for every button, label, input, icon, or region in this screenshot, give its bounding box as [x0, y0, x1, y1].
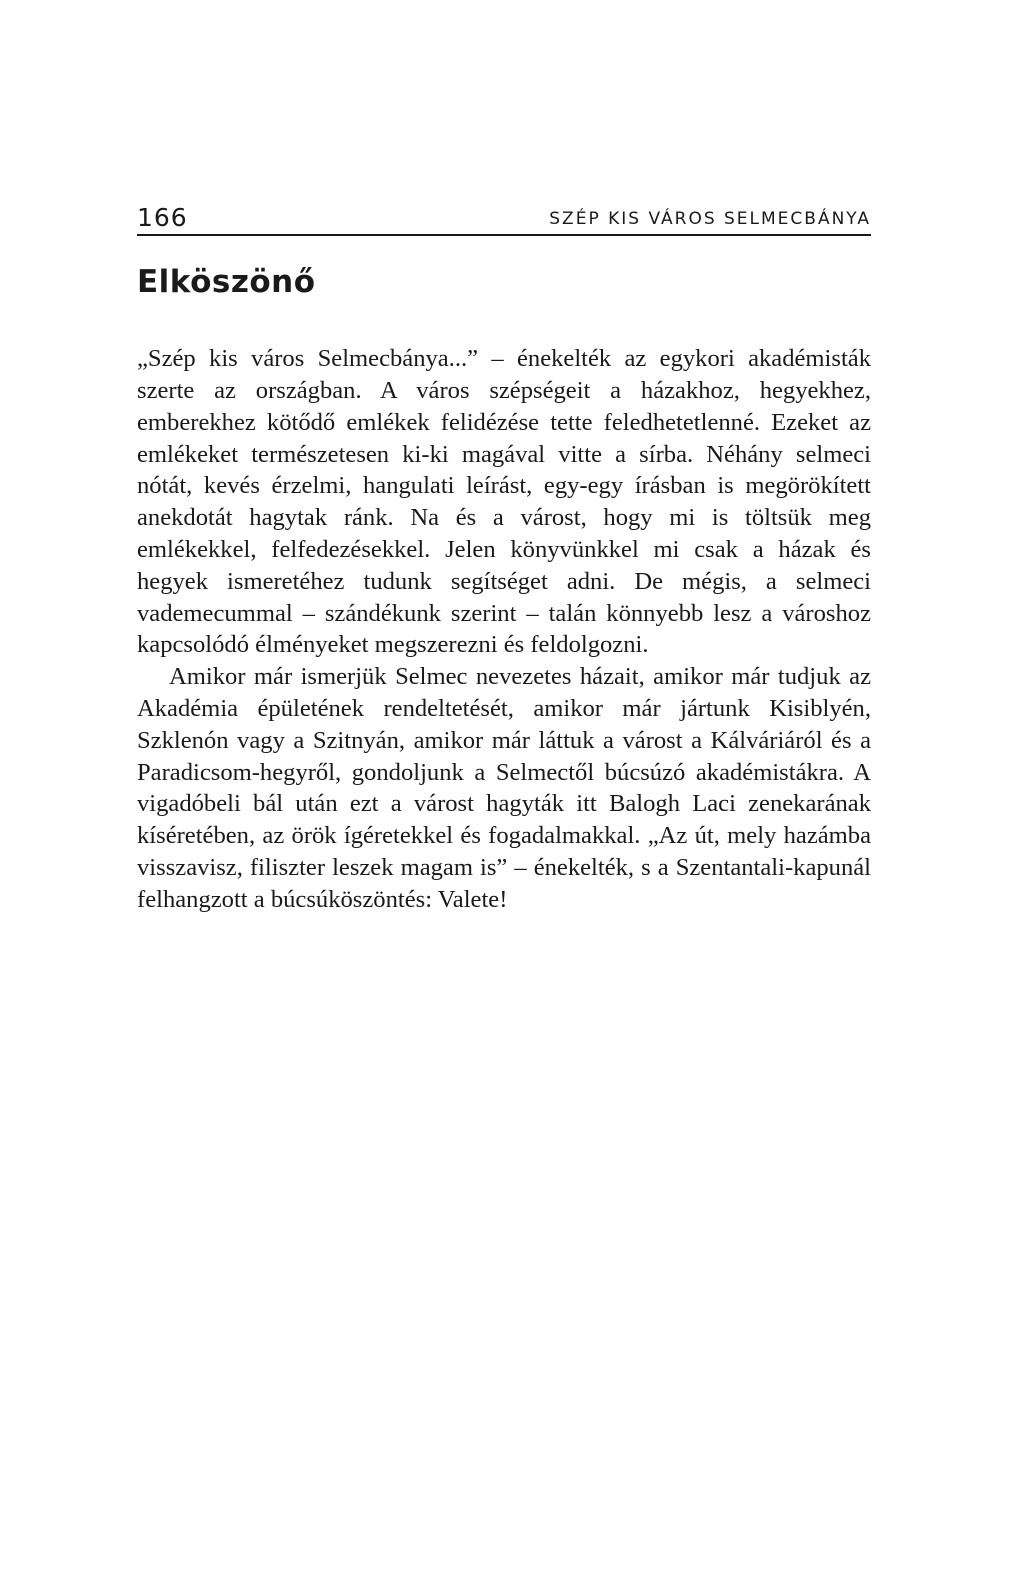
paragraph: „Szép kis város Selmecbánya...” – énekelték az egykori akadémisták szerte az országban. A város szépségeit a házakhoz, hegyekhez, emberekhez kötődő emlékek felidézése tette feledhetetlenné. Ezeket az emlékeket természetesen ki-ki magával vitte a sírba. Néhány selmeci nótát, kevés érzelmi, hangulati leírást, egy-egy írásban is megörökített anekdotát hagytak ránk. Na és a várost, hogy mi is töltsük meg emlékekkel, felfedezésekkel. Jelen könyvünkkel mi csak a házak és hegyek ismeretéhez tudunk segítséget adni. De mégis, a selmeci vademecummal – szándékunk szerint – talán könnyebb lesz a városhoz kapcsolódó élményeket megszerezni és feldolgozni. [137, 345, 871, 659]
page-number: 166 [137, 203, 188, 232]
paragraph: Amikor már ismerjük Selmec nevezetes házait, amikor már tudjuk az Akadémia épületének rendeltetését, amikor már jártunk Kisiblyén, Szklenón vagy a Szitnyán, amikor már láttuk a várost a Kálváriáról és a Paradicsom-hegyről, gondoljunk a Selmectől búcsúzó akadémistákra. A vigadóbeli bál után ezt a várost hagyták itt Balogh Laci zenekarának kíséretében, az örök ígéretekkel és fogadalmakkal. „Az út, mely hazámba visszavisz, filiszter leszek magam is” – énekelték, s a Szentantali-kapunál felhangzott a búcsúköszöntés: Valete! [137, 663, 871, 913]
book-page [137, 188, 871, 916]
body-text [137, 343, 871, 915]
chapter-title: Elköszönő [137, 264, 316, 300]
running-header [137, 188, 871, 236]
running-title: SZÉP KIS VÁROS SELMECBÁNYA [549, 209, 871, 229]
